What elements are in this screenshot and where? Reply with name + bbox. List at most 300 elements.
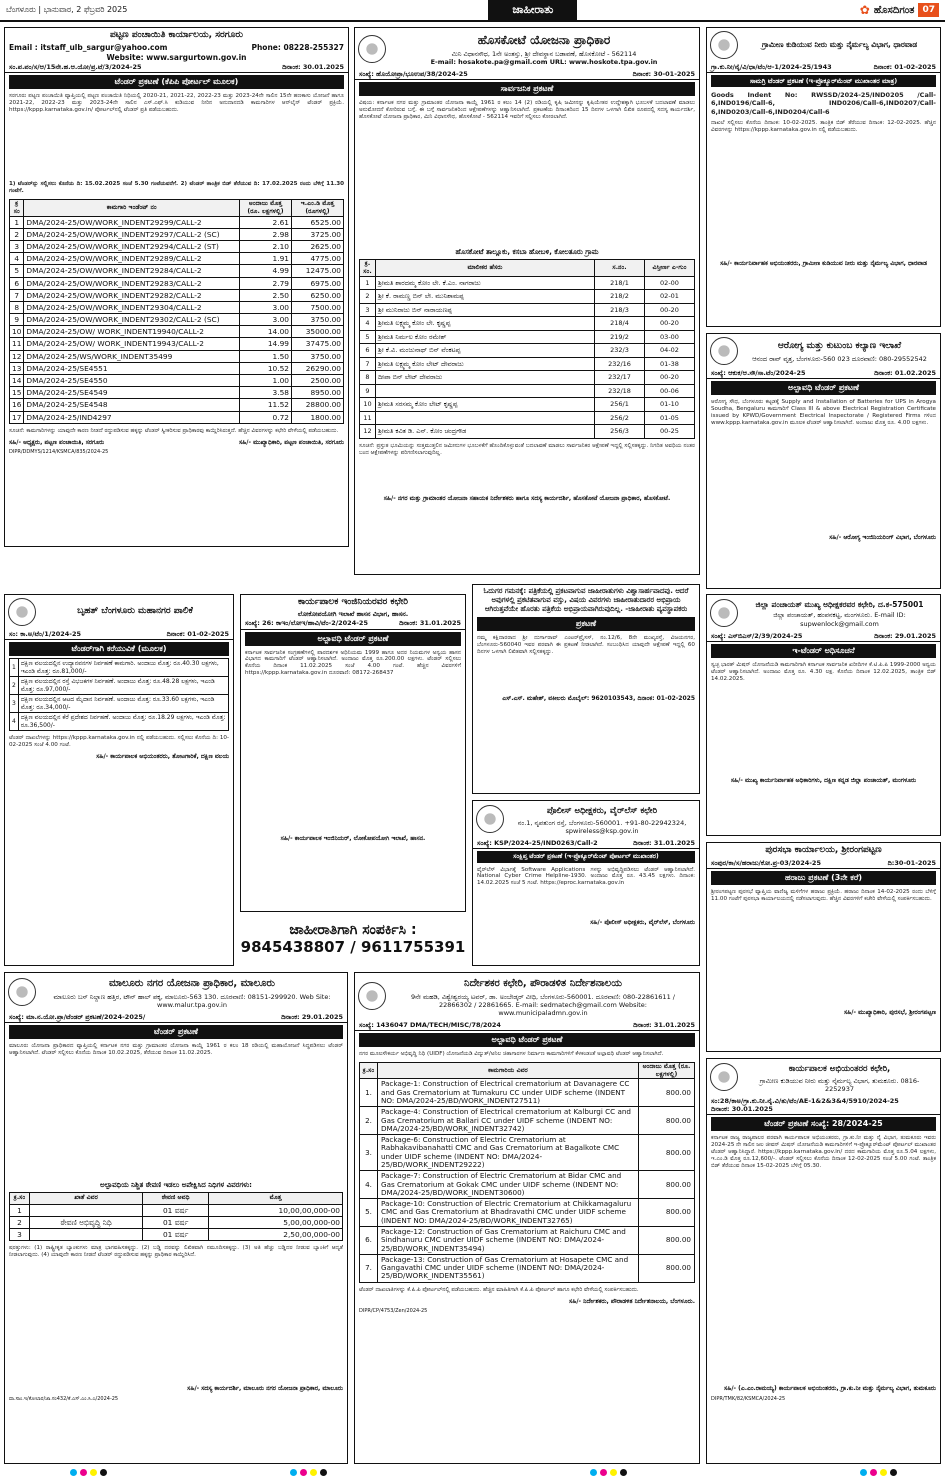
table-cell: 1 [360,276,376,290]
table-row [360,317,695,331]
table-cell: DMA/2024-25/OW/WORK_INDENT29304/CALL-2 [24,301,240,313]
lotus-logo-icon: ✿ [859,3,870,17]
date: ದಿನಾಂಕ: 01-02-2025 [166,630,229,638]
table-cell: 4 [10,713,19,731]
ad-mangalore [706,594,941,836]
contact: E-mail: hosakote.pa@gmail.com URL: www.hoskote.tpa.gov.in [430,58,658,67]
table-cell: ದಕ್ಷಿಣ ವಲಯದಲ್ಲಿನ ರಸ್ತೆ ವಿಭಜಕಗಳ ನಿರ್ವಹಣೆ. ಅಂದಾಜು ಮೊತ್ತ: ರೂ.48.28 ಲಕ್ಷಗಳು, ಇಎಂಡಿ ಮೊತ್ತ: ರೂ.97,000/- [18,677,228,695]
table-cell: 6 [360,344,376,358]
table-row [360,371,695,385]
table-cell: 4775.00 [292,253,344,265]
signatory: ಎಸ್.ಎಸ್. ಮಹೇಶ್, ವಕೀಲರು ಮೊಬೈಲ್: 9620103543, ದಿನಾಂಕ: 01-02-2025 [502,695,695,703]
note-text: ಟೆಂಡರ್ ದಾಖಲೆಗಳನ್ನು https://kppp.karnataka.gov.in ನಲ್ಲಿ ಪಡೆಯಬಹುದು. ಸಲ್ಲಿಸಲು ಕೊನೆಯ ದಿ: 10-02-2025 ಸಂಜೆ 4.00 ಗಂಟೆ. [9,735,229,749]
table-cell: 14.00 [240,326,292,338]
table-row [10,677,229,695]
table-cell: 5. [360,1199,378,1227]
table-row [10,713,229,731]
date: ದಿನಾಂಕ: 30.01.2025 [711,1105,773,1113]
col-no: ಕ್ರ.ಸಂ [360,1062,378,1079]
table-cell: 3 [10,1229,30,1241]
table-cell: 12 [10,350,24,362]
signatory: ಸಹಿ/- ಆರೋಗ್ಯ ಇಂಜಿನಿಯರಿಂಗ್ ವಿಭಾಗ, ಬೆಂಗಳೂರು [829,534,936,542]
table-cell: 10,00,00,000-00 [209,1204,343,1216]
table-row [360,1226,695,1254]
table-cell [30,1204,143,1216]
table-cell: 2.98 [240,228,292,240]
notice-band: ಪ್ರಕಟಣೆ [477,617,695,631]
table-cell: ದೀಪಾ ಬಿನ್ ಲೇಟ್ ದೇವರಾಜು [376,371,595,385]
ref-no: ಸಂಖ್ಯೆ: 26: ಕಾಇಂ/ಲೋಇ/ಹಾವಿ/ಟೆಂ-2/2024-25 [245,619,368,628]
table-row [10,314,344,326]
signatory: ಸಹಿ/- ನಿರ್ದೇಶಕರು, ಪೌರಾಡಳಿತ ನಿರ್ದೇಶನಾಲಯ, ಬೆಂಗಳೂರು. [569,1297,695,1305]
table-cell [376,384,595,398]
col-no: ಕ್ರ ಸಂ [10,200,24,217]
ad-title: ಕಾರ್ಯಪಾಲಕ ಇಂಜಿನಿಯರವರ ಕಛೇರಿ [297,597,409,607]
table-cell: DMA/2024-25/OW/WORK_INDENT29284/CALL-2 [24,265,240,277]
col-amount: ಅಂದಾಜು ಮೊತ್ತ (ರೂ. ಲಕ್ಷಗಳಲ್ಲಿ) [639,1062,695,1079]
table-cell: 26290.00 [292,362,344,374]
table-cell: Package-7: Construction of Electric Crematorium at Bidar CMC and Gas Crematorium at Gokak CMC under UIDF scheme (INDENT NO: DMA/2024-25/BD/WORK_INDENT30600) [378,1171,639,1199]
contact-label: ಜಾಹೀರಾತಿಗಾಗಿ ಸಂಪರ್ಕಿಸಿ : [289,922,417,938]
note-text: ಸೂಚನೆ: ಪ್ರಸ್ತುತ ಭೂಮಿಯನ್ನು ಸುತ್ತಮುತ್ತಲಿನ ಜಮೀನುಗಳ ಭೂಬಳಕೆಗೆ ಹೊಂದಿಕೊಳ್ಳುವಂತೆ ಬದಲಾವಣೆ ಮಾಡಲು ಸಾರ್ವಜನಿಕರ ಆಕ್ಷೇಪಣೆ ಇದ್ದಲ್ಲಿ ಸಲ್ಲಿಸತಕ್ಕದ್ದು. ನಿಗದಿತ ಅವಧಿಯ ನಂತರ ಬಂದ ಆಕ್ಷೇಪಣೆಗಳನ್ನು ಪರಿಗಣಿಸಲಾಗುವುದಿಲ್ಲ. [359,442,695,456]
table-cell: 1.50 [240,350,292,362]
col-sy: ಸ.ನಂ. [595,260,645,277]
table-cell: 1 [10,1204,30,1216]
ad-malur [4,972,348,1464]
table-cell: 7 [10,289,24,301]
ad-tumakuru [706,1058,941,1464]
works-table [9,199,344,424]
body-text: ವಿಷಯ: ಕರ್ನಾಟಕ ನಗರ ಮತ್ತು ಗ್ರಾಮಾಂತರ ಯೋಜನಾ ಕಾಯ್ದೆ 1961 ರ ಕಲಂ 14 (2) ರಡಿಯಲ್ಲಿ ಕೃಷಿ ಜಮೀನನ್ನು ಕೃಷಿಯೇತರ ಉದ್ದೇಶಕ್ಕಾಗಿ ಭೂಬಳಕೆ ಬದಲಾವಣೆ ಮಾಡಲು ಅನುಮೋದನೆ ಕೋರಿರುವ ಬಗ್ಗೆ. ಈ ಬಗ್ಗೆ ಸಾರ್ವಜನಿಕರಿಂದ ಆಕ್ಷೇಪಣೆಗಳನ್ನು ಆಹ್ವಾನಿಸಲಾಗಿದೆ. ಪ್ರಕಟಣೆಯ ದಿನಾಂಕದಿಂದ 15 ದಿನಗಳ ಒಳಗಾಗಿ ಲಿಖಿತ ರೂಪದಲ್ಲಿ ಸದಸ್ಯ ಕಾರ್ಯದರ್ಶಿ, ಹೊಸಕೋಟೆ ಯೋಜನಾ ಪ್ರಾಧಿಕಾರ, ಮಿನಿ ವಿಧಾನಸೌಧ, ಹೊಸಕೋಟೆ - 562114 ಇವರಿಗೆ ಸಲ್ಲಿಸಲು ಕೋರಲಾಗಿದೆ. [359,100,695,121]
dipr-code: DIPR/DDMYS/1214/KSMCA/835/2024-25 [9,449,109,456]
ad-caution [472,584,700,794]
ref-no: ಸಂ:28/ಕಾಅ/ಗ್ರಾ.ಕು.ನೀ.ನೈ.ವಿ/ತು/ಟೆಂ/AE-1&2&3&4/5910/2024-25 [711,1096,899,1105]
dipr-code: DIPR/TMK/82/KSMCA/2024-25 [711,1395,786,1402]
table-cell: 12475.00 [292,265,344,277]
ref-no: ಗ್ರಾ.ಕು.ನೀ/ನೈ/ವಿ/ಧಾ/ಟೆಂ/ಆ-1/2024-25/1943 [711,63,832,71]
table-cell: DMA/2024-25/SE4548 [24,399,240,411]
table-row [10,1204,343,1216]
ref-no: ಸಂಖ್ಯೆ: 1436047 DMA/TECH/MISC/78/2024 [359,1020,501,1029]
table-row [360,344,695,358]
notice-band: ಟೆಂಡರ್ ಪ್ರಕಟಣೆ [9,1025,343,1039]
table-row [360,303,695,317]
col-owner: ಮಾಲೀಕರ ಹೆಸರು [376,260,595,277]
emblem-icon [358,35,386,63]
table-row [10,301,344,313]
table-cell: 00-20 [645,371,695,385]
table-cell: 8 [360,371,376,385]
table-cell: 800.00 [639,1135,695,1171]
table-cell: ಶ್ರೀ ಕೆ.ವಿ. ಮಂಜುನಾಥ್ ಬಿನ್ ವೆಂಕಟಪ್ಪ [376,344,595,358]
table-cell: 01 ವರ್ಷ [143,1217,209,1229]
table-row [360,357,695,371]
page-header [0,0,945,22]
table-cell: 1800.00 [292,411,344,423]
website: Website: www.sargurtown.gov.in [106,52,247,62]
address: 9ನೇ ಮಹಡಿ, ವಿಶ್ವೇಶ್ವರಯ್ಯ ಟವರ್, ಡಾ. ಅಂಬೇಡ್ಕರ್ ವೀಧಿ, ಬೆಂಗಳೂರು-560001. ದೂರವಾಣಿ: 080-22861611 / 22866302 / 22861665. E-mail: sedmatech@gmail.com Website: www.municipaladmn.gov.in [411,992,675,1017]
address: ನಂ.1, ನೃಪತುಂಗ ರಸ್ತೆ, ಬೆಂಗಳೂರು-560001. +91-80-22942324, spwireless@ksp.gov.in [517,818,687,835]
table-cell: 256/1 [595,398,645,412]
table-cell: 13 [10,362,24,374]
table-cell: 5 [360,330,376,344]
date: ದಿ:30-01-2025 [887,859,936,868]
table-cell: 2 [360,290,376,304]
signatory: ಸಹಿ/- ಕಾರ್ಯಪಾಲಕ ಅಭಿಯಂತರರು, ತೋಟಗಾರಿಕೆ, ದಕ್ಷಿಣ ವಲಯ [96,753,229,761]
table-row [360,276,695,290]
table-row [10,1229,343,1241]
body-text: ಕರ್ನಾಟಕ ರಾಜ್ಯ ರಾಜ್ಯಪಾಲರ ಪರವಾಗಿ ಕಾರ್ಯಪಾಲಕ ಅಭಿಯಂತರರು, ಗ್ರಾ.ಕು.ನೀ ಮತ್ತು ನೈ ವಿಭಾಗ, ತುಮಕೂರು ಇವರು 2024-25 ನೇ ಸಾಲಿನ ಜಲ ಜೀವನ್ ಮಿಷನ್ ಯೋಜನೆಯಡಿ ಕಾಮಗಾರಿಗಳಿಗೆ ಇ-ಪ್ರೊಕ್ಯೂರ್‌ಮೆಂಟ್ ಪೋರ್ಟಲ್ ಮುಖಾಂತರ ಟೆಂಡರ್ ಆಹ್ವಾನಿಸಿದ್ದಾರೆ. https://kppp.karnataka.gov.in/ ದರದ ಕಾಮಗಾರಿಯ ಮೊತ್ತ ರೂ.5.04 ಲಕ್ಷಗಳು, ಇ.ಎಂ.ಡಿ ಮೊತ್ತ ರೂ.12,600/-. ಟೆಂಡರ್ ಸಲ್ಲಿಸಲು ಕೊನೆಯ ದಿನಾಂಕ 12-02-2025 ಸಂಜೆ 5.00 ಗಂಟೆ. ತಾಂತ್ರಿಕ ಬಿಡ್ ತೆರೆಯುವ ದಿನಾಂಕ 15-02-2025 ಬೆಳಿಗ್ಗೆ 05.30. [711,1135,936,1170]
table-row [360,330,695,344]
table-row [10,265,344,277]
notice-band: ಅಲ್ಪಾವಧಿ ಟೆಂಡರ್ ಪ್ರಕಟಣೆ [359,1033,695,1047]
sign-left: ಸಹಿ/- ಅಧ್ಯಕ್ಷರು, ಪಟ್ಟಣ ಪಂಚಾಯಿತಿ, ಸರಗೂರು [9,438,105,446]
land-table [359,259,695,439]
date: ದಿನಾಂಕ: 29.01.2025 [874,631,936,640]
table-cell: 3 [10,240,24,252]
table-cell: DMA/2024-25/WS/WORK_INDENT35499 [24,350,240,362]
table-row [10,277,344,289]
table-cell: 232/17 [595,371,645,385]
ad-contact [240,922,466,966]
body-text: ದಾಖಲೆ ಸಲ್ಲಿಸಲು ಕೊನೆಯ ದಿನಾಂಕ: 10-02-2025. ತಾಂತ್ರಿಕ ಬಿಡ್ ತೆರೆಯುವ ದಿನಾಂಕ: 12-02-2025. ಹೆಚ್ಚಿನ ವಿವರಗಳನ್ನು https://kppp.karnataka.gov.in ನಲ್ಲಿ ಪಡೆಯಬಹುದು. [711,119,936,133]
table-cell: DMA/2024-25/OW/WORK_INDENT29283/CALL-2 [24,277,240,289]
ad-title: ಪೊಲೀಸ್ ಅಧೀಕ್ಷಕರು, ವೈರ್‌ಲೆಸ್ ಕಛೇರಿ [546,806,658,816]
table-cell: 3 [10,695,19,713]
ad-title: ಬೃಹತ್ ಬೆಂಗಳೂರು ಮಹಾನಗರ ಪಾಲಿಕೆ [77,606,193,617]
table-cell: 01-10 [645,398,695,412]
table-cell: 2,50,00,000-00 [209,1229,343,1241]
table-cell: 9 [10,314,24,326]
notice-band: ಸಂಕ್ಷಿಪ್ತ ಟೆಂಡರ್ ಪ್ರಕಟಣೆ (ಇ-ಪ್ರೊಕ್ಯೂರ್‌ಮೆಂಟ್ ಪೋರ್ಟಲ್ ಮುಖಾಂತರ) [477,851,695,863]
sub-title: ಲೋಕೋಪಯೋಗಿ ಇಲಾಖೆ ಹಾಸನ ವಿಭಾಗ, ಹಾಸನ. [297,610,409,619]
table-cell: 2500.00 [292,375,344,387]
table-cell [30,1229,143,1241]
table-cell: 2.50 [240,289,292,301]
table-cell: ಶ್ರೀ ಮುನಿರಾಜು ಬಿನ್ ನಾರಾಯಣಪ್ಪ [376,303,595,317]
table-cell: 10 [360,398,376,412]
signatory: ಸಹಿ/- ಪೊಲೀಸ್ ಅಧೀಕ್ಷಕರು, ವೈರ್‌ಲೆಸ್, ಬೆಂಗಳೂರು [590,918,695,926]
table-cell: 800.00 [639,1226,695,1254]
table-cell: 17 [10,411,24,423]
table-cell: 02-01 [645,290,695,304]
registration-marks [860,1469,897,1476]
table-row [360,411,695,425]
table-cell: 4. [360,1171,378,1199]
table-cell: 01-38 [645,357,695,371]
table-cell: 800.00 [639,1171,695,1199]
dateline: ಬೆಂಗಳೂರು | ಭಾನುವಾರ, 2 ಫೆಬ್ರವರಿ 2025 [6,5,128,14]
registration-marks [590,1469,627,1476]
table-cell: ಶ್ರೀಮತಿ ಸರಸಮ್ಮ ಕೋಂ ಲೇಟ್ ಕೃಷ್ಣಪ್ಪ [376,398,595,412]
table-cell: DMA/2024-25/SE4549 [24,387,240,399]
table-cell: 6975.00 [292,277,344,289]
date: ದಿನಾಂಕ: 01-02-2025 [873,63,936,71]
ref-no: ಸಂಖ್ಯೆ: ಎಸ್‌ಬಿಎಸ್/2/39/2024-25 [711,631,803,640]
ad-title: ಪಟ್ಟಣ ಪಂಚಾಯಿತಿ ಕಾರ್ಯಾಲಯ, ಸರಗೂರು [110,30,243,40]
table-cell: 28800.00 [292,399,344,411]
date: ದಿನಾಂಕ: 01.02.2025 [874,369,936,377]
table-cell: ದಕ್ಷಿಣ ವಲಯದಲ್ಲಿನ ಕೆರೆ ಪ್ರದೇಶದ ನಿರ್ವಹಣೆ. ಅಂದಾಜು ಮೊತ್ತ: ರೂ.18.29 ಲಕ್ಷಗಳು, ಇಎಂಡಿ ಮೊತ್ತ: ರೂ.36,500/- [18,713,228,731]
ref-no: ಸಂಖ್ಯೆ: KSP/2024-25/IND0263/Call-2 [477,838,598,847]
ad-dma [354,972,700,1464]
table-cell: 8 [10,301,24,313]
table-cell: 218/1 [595,276,645,290]
ad-sargur [4,27,349,547]
table-cell: 11 [360,411,376,425]
sign-right: ಸಹಿ/- ಮುಖ್ಯಾಧಿಕಾರಿ, ಪಟ್ಟಣ ಪಂಚಾಯಿತಿ, ಸರಗೂರು [238,438,344,446]
table-cell: ಶ್ರೀಮತಿ ಕವಿತ ಡಿ. ಎನ್. ಕೋಂ ಚಂದ್ರಗೌಡ [376,425,595,439]
table-cell: Package-12: Construction of Gas Crematorium at Raichuru CMC and Sindhanuru CMC under UIDF scheme (INDENT NO: DMA/2024-25/BD/WORK_INDENT35494) [378,1226,639,1254]
ad-police [472,800,700,966]
note-text: ಟೆಂಡರ್ ದಾಖಲಾತಿಗಳನ್ನು ಕೆ.ಪಿ.ಪಿ ಪೋರ್ಟಲ್‌ನಲ್ಲಿ ಪಡೆಯಬಹುದು. ಹೆಚ್ಚಿನ ಮಾಹಿತಿಗಾಗಿ ಕೆ.ಪಿ.ಪಿ ಪೋರ್ಟಲ್ ಹಾಗೂ ಕಛೇರಿ ವೇಳೆಯಲ್ಲಿ ಸಂಪರ್ಕಿಸಬಹುದು. [359,1286,639,1293]
table-cell: 232/18 [595,384,645,398]
table-cell: 01 ವರ್ಷ [143,1204,209,1216]
table-row [360,1171,695,1199]
ad-title: ಹೊಸಕೋಟೆ ಯೋಜನಾ ಪ್ರಾಧಿಕಾರ [477,33,611,47]
address: ಜಿಲ್ಲಾ ಪಂಚಾಯತ್, ಹಂಪನಕಟ್ಟ, ಮಂಗಳೂರು. E-mail ID: supwenlock@gmail.com [773,611,906,628]
signatory: ಸಹಿ/- ನಗರ ಮತ್ತು ಗ್ರಾಮಾಂತರ ಯೋಜನಾ ಸಹಾಯಕ ನಿರ್ದೇಶಕರು ಹಾಗೂ ಸದಸ್ಯ ಕಾರ್ಯದರ್ಶಿ, ಹೊಸಕೋಟೆ ಯೋಜನಾ ಪ್ರಾಧಿಕಾರ, ಹೊಸಕೋಟೆ. [383,494,671,502]
table-cell: 03-00 [645,330,695,344]
table-cell: 218/3 [595,303,645,317]
table-cell: 7500.00 [292,301,344,313]
table-cell: 11 [10,338,24,350]
body-text: ಸ್ವಚ್ಛ ಭಾರತ್ ಮಿಷನ್ ಯೋಜನೆಯಡಿ ಕಾಮಗಾರಿಗಾಗಿ ಕರ್ನಾಟಕ ಸಾರ್ವಜನಿಕ ಖರೀದಿಗಳ ಕೆ.ಟಿ.ಪಿ.ಪಿ 1999-2000 ಅನ್ವಯ ಟೆಂಡರ್ ಆಹ್ವಾನಿಸಲಾಗಿದೆ. ಅಂದಾಜು ಮೊತ್ತ ರೂ. 4.30 ಲಕ್ಷ. ಕೊನೆಯ ದಿನಾಂಕ 12.02.2025, ತಾಂತ್ರಿಕ ಬಿಡ್ 14.02.2025. [711,661,936,682]
brand [860,3,939,17]
table-cell: 14.99 [240,338,292,350]
table-cell: 37475.00 [292,338,344,350]
table-row [10,289,344,301]
table-row [360,425,695,439]
signatory: ಸಹಿ/- ಮುಖ್ಯಾಧಿಕಾರಿ, ಪುರಸಭೆ, ಶ್ರೀರಂಗಪಟ್ಟಣ [844,1009,936,1017]
notice-band: ಟೆಂಡರ್‌ಗಾಗಿ ಕರೆಯುವಿಕೆ (ಮೂಲಕ) [9,642,229,656]
table-row [10,350,344,362]
ad-title: ಪುರಸಭಾ ಕಾರ್ಯಾಲಯ, ಶ್ರೀರಂಗಪಟ್ಟಣ [765,845,882,855]
table-cell: DMA/2024-25/OW/WORK_INDENT29302/CALL-2 (SC) [24,314,240,326]
emblem-icon [8,978,36,1006]
notice-band: ಸಾರ್ವಜನಿಕ ಪ್ರಕಟಣೆ [359,82,695,96]
date: ದಿನಾಂಕ: 30-01-2025 [632,70,695,79]
table-cell: 00-25 [645,425,695,439]
signatory: ಸಹಿ/- ಮುಖ್ಯ ಕಾರ್ಯನಿರ್ವಾಹಕ ಅಧಿಕಾರಿಗಳು, ದಕ್ಷಿಣ ಕನ್ನಡ ಜಿಲ್ಲಾ ಪಂಚಾಯತ್, ಮಂಗಳೂರು [730,776,917,784]
table-cell: 232/3 [595,344,645,358]
col-amount: ಅಂದಾಜು ಮೊತ್ತ (ರೂ. ಲಕ್ಷಗಳಲ್ಲಿ) [240,200,292,217]
notice-band: ಅಲ್ಪಾವಧಿ ಟೆಂಡರ್ ಪ್ರಕಟಣೆ [245,632,461,646]
table-cell: 800.00 [639,1199,695,1227]
dates-text: 1) ಟೆಂಡರ್‌ನ್ನು ಸಲ್ಲಿಸಲು ಕೊನೆಯ ದಿ: 15.02.2025 ಸಂಜೆ 5.30 ಗಂಟೆಯವರೆಗೆ. 2) ಟೆಂಡರ್ ತಾಂತ್ರಿಕ ಬಿಡ್ ತೆರೆಯುವ ದಿ: 17.02.2025 ರಂದು ಬೆಳಿಗ್ಗೆ 11.30 ಗಂಟೆಗೆ. [9,181,344,195]
section-title: ಜಾಹೀರಾತು [488,0,577,20]
works-table [9,658,229,731]
caution-text: ಓದುಗರ ಗಮನಕ್ಕೆ: ಪತ್ರಿಕೆಯಲ್ಲಿ ಪ್ರಕಟವಾಗುವ ಜಾಹೀರಾತುಗಳು ವಿಶ್ವಾಸಾರ್ಹವಾದವು. ಆದರೆ ಅವುಗಳಲ್ಲಿ ಪ್ರಕಟಿತವಾಗುವ ವಸ್ತು, ವಿಷಯ ವಿವರಗಳು ಜಾಹೀರಾತುದಾರರ ಅಭಿಪ್ರಾಯ ಆಗಿರುತ್ತವೆಯೇ ಹೊರತು ಪತ್ರಿಕೆಯ ಅಭಿಪ್ರಾಯವಾಗಿರುವುದಿಲ್ಲ. -ಜಾಹೀರಾತು ವ್ಯವಸ್ಥಾಪಕರು [483,587,689,613]
table-cell: DMA/2024-25/OW/WORK_INDENT29282/CALL-2 [24,289,240,301]
registration-marks [70,1469,107,1476]
table-cell: 9 [360,384,376,398]
table-cell: Package-1: Construction of Electrical crematorium at Davanagere CC and Gas Crematorium at Tumakuru CC under UIDF scheme (INDENT NO: DMA/2024-25/BD/WORK_INDENT27511) [378,1079,639,1107]
table-cell: 3750.00 [292,314,344,326]
table-cell: 3.00 [240,301,292,313]
table-cell: 5 [10,265,24,277]
table-row [360,1135,695,1171]
table-cell: DMA/2024-25/SE4550 [24,375,240,387]
address: ಗ್ರಾಮೀಣ ಕುಡಿಯುವ ನೀರು ಮತ್ತು ನೈರ್ಮಲ್ಯ ವಿಭಾಗ, ತುಮಕೂರು. 0816-2252937 [759,1076,920,1093]
table-cell: 2.61 [240,216,292,228]
table-row [360,1107,695,1135]
table-cell: 2.10 [240,240,292,252]
col-no: ಕ್ರ. ಸಂ. [360,260,376,277]
ref-no: ಸಂ.ಪ.ಪಂ/ಸ/ಆ/15ನೇ.ಹ.ಆ.ಯೋ/ಪ್ರ.ಟೆ/3/2024-25 [9,63,142,71]
table-cell: 232/16 [595,357,645,371]
table-cell: Package-4: Construction of Electrical crematorium at Kalburgi CC and Gas Crematorium at Ballari CC under UIDF scheme (INDENT NO: DMA/2024-25/BD/WORK_INDENT32742) [378,1107,639,1135]
table-cell: 1. [360,1079,378,1107]
table-row [10,326,344,338]
table-cell: 00-20 [645,303,695,317]
table-cell: 2625.00 [292,240,344,252]
table-cell: 219/2 [595,330,645,344]
registration-marks [290,1469,327,1476]
emblem-icon [8,598,36,626]
col-period: ಠೇವಣಿ ಅವಧಿ [143,1192,209,1204]
brand-name: ಹೊಸದಿಗಂತ [873,4,915,16]
table-cell: 14 [10,375,24,387]
table-cell: 800.00 [639,1079,695,1107]
table-cell: 218/4 [595,317,645,331]
signatory: ಸಹಿ/- ಕಾರ್ಯಪಾಲಕ ಇಂಜಿನಿಯರ್, ಲೋಕೋಪಯೋಗಿ ಇಲಾಖೆ, ಹಾಸನ. [280,834,426,842]
table-cell: DMA/2024-25/IND4297 [24,411,240,423]
table-cell: ದಕ್ಷಿಣ ವಲಯದಲ್ಲಿನ ಉದ್ಯಾನವನಗಳ ನಿರ್ವಹಣೆ ಕಾಮಗಾರಿ. ಅಂದಾಜು ಮೊತ್ತ: ರೂ.40.30 ಲಕ್ಷಗಳು, ಇಎಂಡಿ ಮೊತ್ತ: ರೂ.81,000/- [18,659,228,677]
table-cell: 800.00 [639,1107,695,1135]
ad-hassan [240,594,466,912]
table-cell: 2 [10,228,24,240]
deposit-table [9,1192,343,1242]
address: ಮಾಲೂರು ಬಸ್ ನಿಲ್ದಾಣ ಹತ್ತಿರ, ಟೌನ್ ಹಾಲ್ ಪಕ್ಕ, ಮಾಲೂರು-563 130. ದೂರವಾಣಿ: 08151-299920. Web Site: www.malur.tpa.gov.in [53,992,331,1009]
ref-no: ಸಂಖ್ಯೆ: ಆಕುಕ/ಆ.ಸೌ/ಸಾ.ಟೆಂ/2024-25 [711,369,806,377]
date: ದಿನಾಂಕ: 31.01.2025 [633,838,695,847]
emblem-icon [476,805,504,833]
body-text: ನಮ್ಮ ಕಕ್ಷಿದಾರರಾದ ಶ್ರೀ ದುರ್ಗಾರಾವ್ ಎಂಟರ್‌ಪ್ರೈಸಸ್, ನಂ.12/6, 8ನೇ ಮುಖ್ಯರಸ್ತೆ, ವಿಜಯನಗರ, ಬೆಂಗಳೂರು-560040 ಇವರ ಪರವಾಗಿ ಈ ಪ್ರಕಟಣೆ ನೀಡಲಾಗಿದೆ. ಸಂಬಂಧಿಸಿದ ಯಾವುದೇ ಆಕ್ಷೇಪಣೆ ಇದ್ದಲ್ಲಿ 60 ದಿನಗಳ ಒಳಗಾಗಿ ಲಿಖಿತವಾಗಿ ಸಲ್ಲಿಸತಕ್ಕದ್ದು. [477,635,695,656]
emblem-icon [710,1063,738,1091]
ad-title: ಕಾರ್ಯಪಾಲಕ ಅಭಿಯಂತರರ ಕಛೇರಿ, [788,1064,891,1074]
table-row [10,253,344,265]
dipr-code: DIPR/CP/4753/Zen/2024-25 [359,1308,428,1315]
table-row [10,240,344,252]
page-number: 07 [918,3,939,17]
notice-band: ಇ-ಟೆಂಡರ್ ಅಧಿಸೂಚನೆ [711,644,936,658]
table-cell: ಶ್ರೀಮತಿ ಶಾರದಮ್ಮ ಕೋಂ ಲೇ. ಕೆ.ಎಂ. ನಾಗರಾಜು [376,276,595,290]
table-cell: 4 [10,253,24,265]
table-cell: Package-13: Construction of Gas Crematorium at Hosapete CMC and Gangavathi CMC under UIDF scheme (INDENT NO: DMA/2024-25/BD/WORK_INDENT35561) [378,1254,639,1282]
table-cell: ಶ್ರೀ ಕೆ. ರಾಮಣ್ಣ ಬಿನ್ ಲೇ. ಮುನಿಶಾಮಪ್ಪ [376,290,595,304]
note-text: ಸೂಚನೆ: ಕಾಮಗಾರಿಗಳನ್ನು ಯಾವುದೇ ಕಾರಣ ನೀಡದೆ ರದ್ದುಪಡಿಸುವ ಹಕ್ಕನ್ನು ಟೆಂಡರ್ ಸ್ವೀಕರಿಸುವ ಪ್ರಾಧಿಕಾರವು ಕಾಯ್ದಿರಿಸಿರುತ್ತದೆ. ಹೆಚ್ಚಿನ ವಿವರಗಳನ್ನು ಕಛೇರಿ ವೇಳೆಯಲ್ಲಿ ಪಡೆಯಬಹುದು. [9,427,339,434]
col-work: ಕಾಮಗಾರಿಯ ವಿವರ [378,1062,639,1079]
notice-band: ಸಾಮಗ್ರಿ ಟೆಂಡರ್ ಪ್ರಕಟಣೆ (ಇ-ಪ್ರೊಕ್ಯೂರ್‌ಮೆಂಟ್ ಮುಖಾಂತರ ಮಾತ್ರ) [711,75,936,87]
dipr-code: ವಾ.ಸಾಂ.ಇ/ಕೋಲಾರ/ಜಾ.ಸಂ432/ಕೆ.ಎಸ್.ಎಂ.ಸಿ.ಎ/2024-25 [9,1395,119,1402]
emblem-icon [710,337,738,365]
signatory: ಸಹಿ/- ಸದಸ್ಯ ಕಾರ್ಯದರ್ಶಿ, ಮಾಲೂರು ನಗರ ಯೋಜನಾ ಪ್ರಾಧಿಕಾರ, ಮಾಲೂರು [187,1385,343,1393]
col-amount: ಮೊತ್ತ [209,1192,343,1204]
table-row [10,338,344,350]
works-table [359,1062,695,1283]
table-row [10,375,344,387]
ad-dharwad [706,27,941,327]
notice-band: ಟೆಂಡರ್ ಪ್ರಕಟಣೆ (ಕೆಪಿಪಿ ಪೋರ್ಟಲ್ ಮೂಲಕ) [9,75,344,89]
table-cell: DMA/2024-25/OW/WORK_INDENT29299/CALL-2 [24,216,240,228]
notice-band: ಹರಾಜು ಪ್ರಕಟಣೆ (3ನೇ ಕರೆ) [711,871,936,885]
table-cell: 800.00 [639,1254,695,1282]
table-row [360,398,695,412]
table-row [10,659,229,677]
date: ದಿನಾಂಕ: 31.01.2025 [633,1020,695,1029]
signatory: ಸಹಿ/- (ಎ.ಎಂ.ರಾಮಯ್ಯ) ಕಾರ್ಯಪಾಲಕ ಅಭಿಯಂತರರು, ಗ್ರಾ.ಕು.ನೀ ಮತ್ತು ನೈರ್ಮಲ್ಯ ವಿಭಾಗ, ತುಮಕೂರು [724,1385,936,1393]
table-cell: 6525.00 [292,216,344,228]
conditions-text: ಷರತ್ತುಗಳು: (1) ರಾಷ್ಟ್ರೀಕೃತ ಬ್ಯಾಂಕುಗಳು ಮಾತ್ರ ಭಾಗವಹಿಸತಕ್ಕದ್ದು. (2) ಬಡ್ಡಿ ದರವನ್ನು ಲಿಖಿತವಾಗಿ ನಮೂದಿಸತಕ್ಕದ್ದು. (3) ಅತಿ ಹೆಚ್ಚು ಬಡ್ಡಿದರ ನೀಡುವ ಬ್ಯಾಂಕಿಗೆ ಆದ್ಯತೆ ನೀಡಲಾಗುವುದು. (4) ಯಾವುದೇ ಕಾರಣ ನೀಡದೆ ಟೆಂಡರ್ ರದ್ದುಪಡಿಸುವ ಹಕ್ಕನ್ನು ಪ್ರಾಧಿಕಾರ ಕಾಯ್ದಿರಿಸಿದೆ. [9,1245,343,1259]
ad-bbmp [4,594,234,966]
col-work: ಕಾಮಗಾರಿ ಇಂಡೆಂಟ್ ನಂ [24,200,240,217]
emblem-icon [710,31,738,59]
table-cell: ಶ್ರೀಮತಿ ನಿರ್ಮಲ ಕೋಂ ರಮೇಶ್ [376,330,595,344]
signatory: ಸಹಿ/- ಕಾರ್ಯನಿರ್ವಾಹಕ ಅಭಿಯಂತರರು, ಗ್ರಾಮೀಣ ಕುಡಿಯುವ ನೀರು ಮತ್ತು ನೈರ್ಮಲ್ಯ ವಿಭಾಗ, ಧಾರವಾಡ [720,259,927,267]
body-text: ಆರೋಗ್ಯ ಸೌಧ, ಬೆಂಗಳೂರು ಕಟ್ಟಡಕ್ಕೆ Supply and Installation of Batteries for UPS in Arogya Soudha, Bengaluru ಕಾಮಗಾರಿಗೆ Class III & above Electrical Registration Certificate issued by KPWD/Government Electrical Inspectorate / Registered Firms ಗಳಿಂದ www.kppp.karnataka.gov.in ಮೂಲಕ ಟೆಂಡರ್ ಆಹ್ವಾನಿಸಲಾಗಿದೆ. ಅಂದಾಜು ಮೊತ್ತ ರೂ. 4.00 ಲಕ್ಷಗಳು. [711,399,936,427]
table-cell: 256/3 [595,425,645,439]
intro-text: ಸರಗೂರು ಪಟ್ಟಣ ಪಂಚಾಯಿತಿ ವ್ಯಾಪ್ತಿಯಲ್ಲಿ ಪಟ್ಟಣ ಪಂಚಾಯಿತಿ ನಿಧಿಯಲ್ಲಿ 2020-21, 2021-22, 2022-23 ಮತ್ತು 2023-24ನೇ ಸಾಲಿನ 15ನೇ ಹಣಕಾಸು ಯೋಜನೆ ಹಾಗೂ 2021-22, 2022-23 ಮತ್ತು 2023-24ನೇ ಸಾಲಿನ ಎಸ್.ಎಫ್.ಸಿ ಕುಡಿಯುವ ನೀರಿನ ಅನುದಾನದಡಿ ಕಾಮಗಾರಿಗಳ ಆನ್‌ಲೈನ್ ಟೆಂಡರ್ ಪ್ರಕ್ರಿಯೆ. https://kppp.karnataka.gov.in/ ಪೋರ್ಟಲ್‌ನಲ್ಲಿ ಟೆಂಡರ್ ಪ್ರತಿ ಪಡೆಯಬಹುದು. [9,93,344,114]
table-cell: 7. [360,1254,378,1282]
table-cell: 1 [10,659,19,677]
table-cell: 256/2 [595,411,645,425]
body-text: ಶ್ರೀರಂಗಪಟ್ಟಣ ಪುರಸಭೆ ವ್ಯಾಪ್ತಿಯ ವಾಣಿಜ್ಯ ಮಳಿಗೆಗಳ ಹರಾಜು ಪ್ರಕ್ರಿಯೆ. ಹರಾಜು ದಿನಾಂಕ 14-02-2025 ರಂದು ಬೆಳಿಗ್ಗೆ 11.00 ಗಂಟೆಗೆ ಪುರಸಭಾ ಕಾರ್ಯಾಲಯದಲ್ಲಿ ನಡೆಸಲಾಗುವುದು. ಹೆಚ್ಚಿನ ವಿವರಗಳಿಗೆ ಕಚೇರಿ ವೇಳೆಯಲ್ಲಿ ಸಂಪರ್ಕಿಸಬಹುದು. [711,889,936,903]
ad-title: ಗ್ರಾಮೀಣ ಕುಡಿಯುವ ನೀರು ಮತ್ತು ನೈರ್ಮಲ್ಯ ವಿಭಾಗ, ಧಾರವಾಡ [761,40,918,50]
table-cell: DMA/2024-25/OW/WORK_INDENT29294/CALL-2 (ST) [24,240,240,252]
table-cell: 10 [10,326,24,338]
table-cell: 04-02 [645,344,695,358]
table-row [10,695,229,713]
table-cell: ದಕ್ಷಿಣ ವಲಯದಲ್ಲಿನ ಆಟದ ಮೈದಾನ ನಿರ್ವಹಣೆ. ಅಂದಾಜು ಮೊತ್ತ: ರೂ.33.60 ಲಕ್ಷಗಳು, ಇಎಂಡಿ ಮೊತ್ತ: ರೂ.34,000/- [18,695,228,713]
table-cell: 6. [360,1226,378,1254]
phone: Phone: 08228-255327 [251,43,344,53]
ad-title: ಮಾಲೂರು ನಗರ ಯೋಜನಾ ಪ್ರಾಧಿಕಾರ, ಮಾಲೂರು [109,978,275,989]
col-area: ವಿಸ್ತೀರ್ಣ ಎ-ಗುಂ [645,260,695,277]
table-cell: 3.00 [240,314,292,326]
col-no: ಕ್ರ.ಸಂ [10,1192,30,1204]
ad-title: ನಿರ್ದೇಶಕರ ಕಛೇರಿ, ಪೌರಾಡಳಿತ ನಿರ್ದೇಶನಾಲಯ [464,978,622,989]
table-cell: 5,00,00,000-00 [209,1217,343,1229]
body-text: ಕರ್ನಾಟಕ ಸಾರ್ವಜನಿಕ ಸಂಗ್ರಹಣೆಗಳಲ್ಲಿ ಪಾರದರ್ಶಕ ಅಧಿನಿಯಮ 1999 ಹಾಗೂ ಅದರ ನಿಯಮಗಳ ಅನ್ವಯ ಹಾಸನ ವಿಭಾಗದ ಕಾಮಗಾರಿಗೆ ಟೆಂಡರ್ ಆಹ್ವಾನಿಸಲಾಗಿದೆ. ಅಂದಾಜು ಮೊತ್ತ ರೂ.200.00 ಲಕ್ಷಗಳು. ಟೆಂಡರ್ ಸಲ್ಲಿಸಲು ಕೊನೆಯ ದಿನಾಂಕ 11.02.2025 ಸಂಜೆ 4.00 ಗಂಟೆ. ಹೆಚ್ಚಿನ ವಿವರಗಳಿಗೆ https://kppp.karnataka.gov.in ದೂರವಾಣಿ: 08172-268437 [245,649,461,677]
notice-band: ಟೆಂಡರ್ ಪ್ರಕಟಣೆ ಸಂಖ್ಯೆ: 28/2024-25 [711,1117,936,1131]
table-cell: 1 [10,216,24,228]
table-cell: 1.00 [240,375,292,387]
table-row [10,411,344,423]
table-row [360,1199,695,1227]
table-cell: 01-05 [645,411,695,425]
date: ದಿನಾಂಕ: 30.01.2025 [282,63,344,71]
table-cell: 3.58 [240,387,292,399]
table-row [10,1217,343,1229]
table-cell: 2 [10,1217,30,1229]
table-cell: ಶ್ರೀಮತಿ ಲಕ್ಷ್ಮಮ್ಮ ಕೋಂ ಲೇ. ಕೃಷ್ಣಪ್ಪ [376,317,595,331]
ref-no: ಸಂಖ್ಯೆ: ಮಾ.ನ.ಯೋ.ಪ್ರಾ/ಟೆಂಡರ್ ಪ್ರಕಟಣೆ/2024-2025/ [9,1012,146,1021]
table-cell: ಠೇವಣಿ ಅಭಿವೃದ್ಧಿ ನಿಧಿ [30,1217,143,1229]
ad-hoskote [354,27,700,575]
table-cell: Package-10: Construction of Electric Crematorium at Chikkamagaluru CMC and Gas Crematorium at Bhadravathi CMC under UIDF scheme (INDENT NO: DMA/2024-25/BD/WORK_INDENT32765) [378,1199,639,1227]
ad-health [706,333,941,589]
table-title: ಹೊಸಕೋಟೆ ತಾಲ್ಲೂಕು, ಕಸಬಾ ಹೋಬಳಿ, ಕೋಲತೂರು ಗ್ರಾಮ [455,248,599,257]
table-cell: 15 [10,387,24,399]
table-cell: 3750.00 [292,350,344,362]
ref-no: ಸಂ: ಕಾ.ಅ/ಟೆಂ/1/2024-25 [9,630,82,638]
table-cell: 1.91 [240,253,292,265]
ref-no: ಸಂಪುರ/ಕಾ/ಸ/ಹರಾಜು/ಕೋ.ಪ್ರ-03/2024-25 [711,859,821,868]
intro-text: ನಗರ ಮೂಲಸೌಕರ್ಯ ಅಭಿವೃದ್ಧಿ ನಿಧಿ (UIDF) ಯೋಜನೆಯಡಿ ವಿದ್ಯುತ್/ಅನಿಲ ಚಿತಾಗಾರಗಳ ನಿರ್ಮಾಣ ಕಾಮಗಾರಿಗಳಿಗೆ ಕೆಳಕಂಡಂತೆ ಅಲ್ಪಾವಧಿ ಟೆಂಡರ್ ಆಹ್ವಾನಿಸಲಾಗಿದೆ. [359,1051,664,1057]
table-cell: 35000.00 [292,326,344,338]
ad-srirangapatna [706,842,941,1052]
